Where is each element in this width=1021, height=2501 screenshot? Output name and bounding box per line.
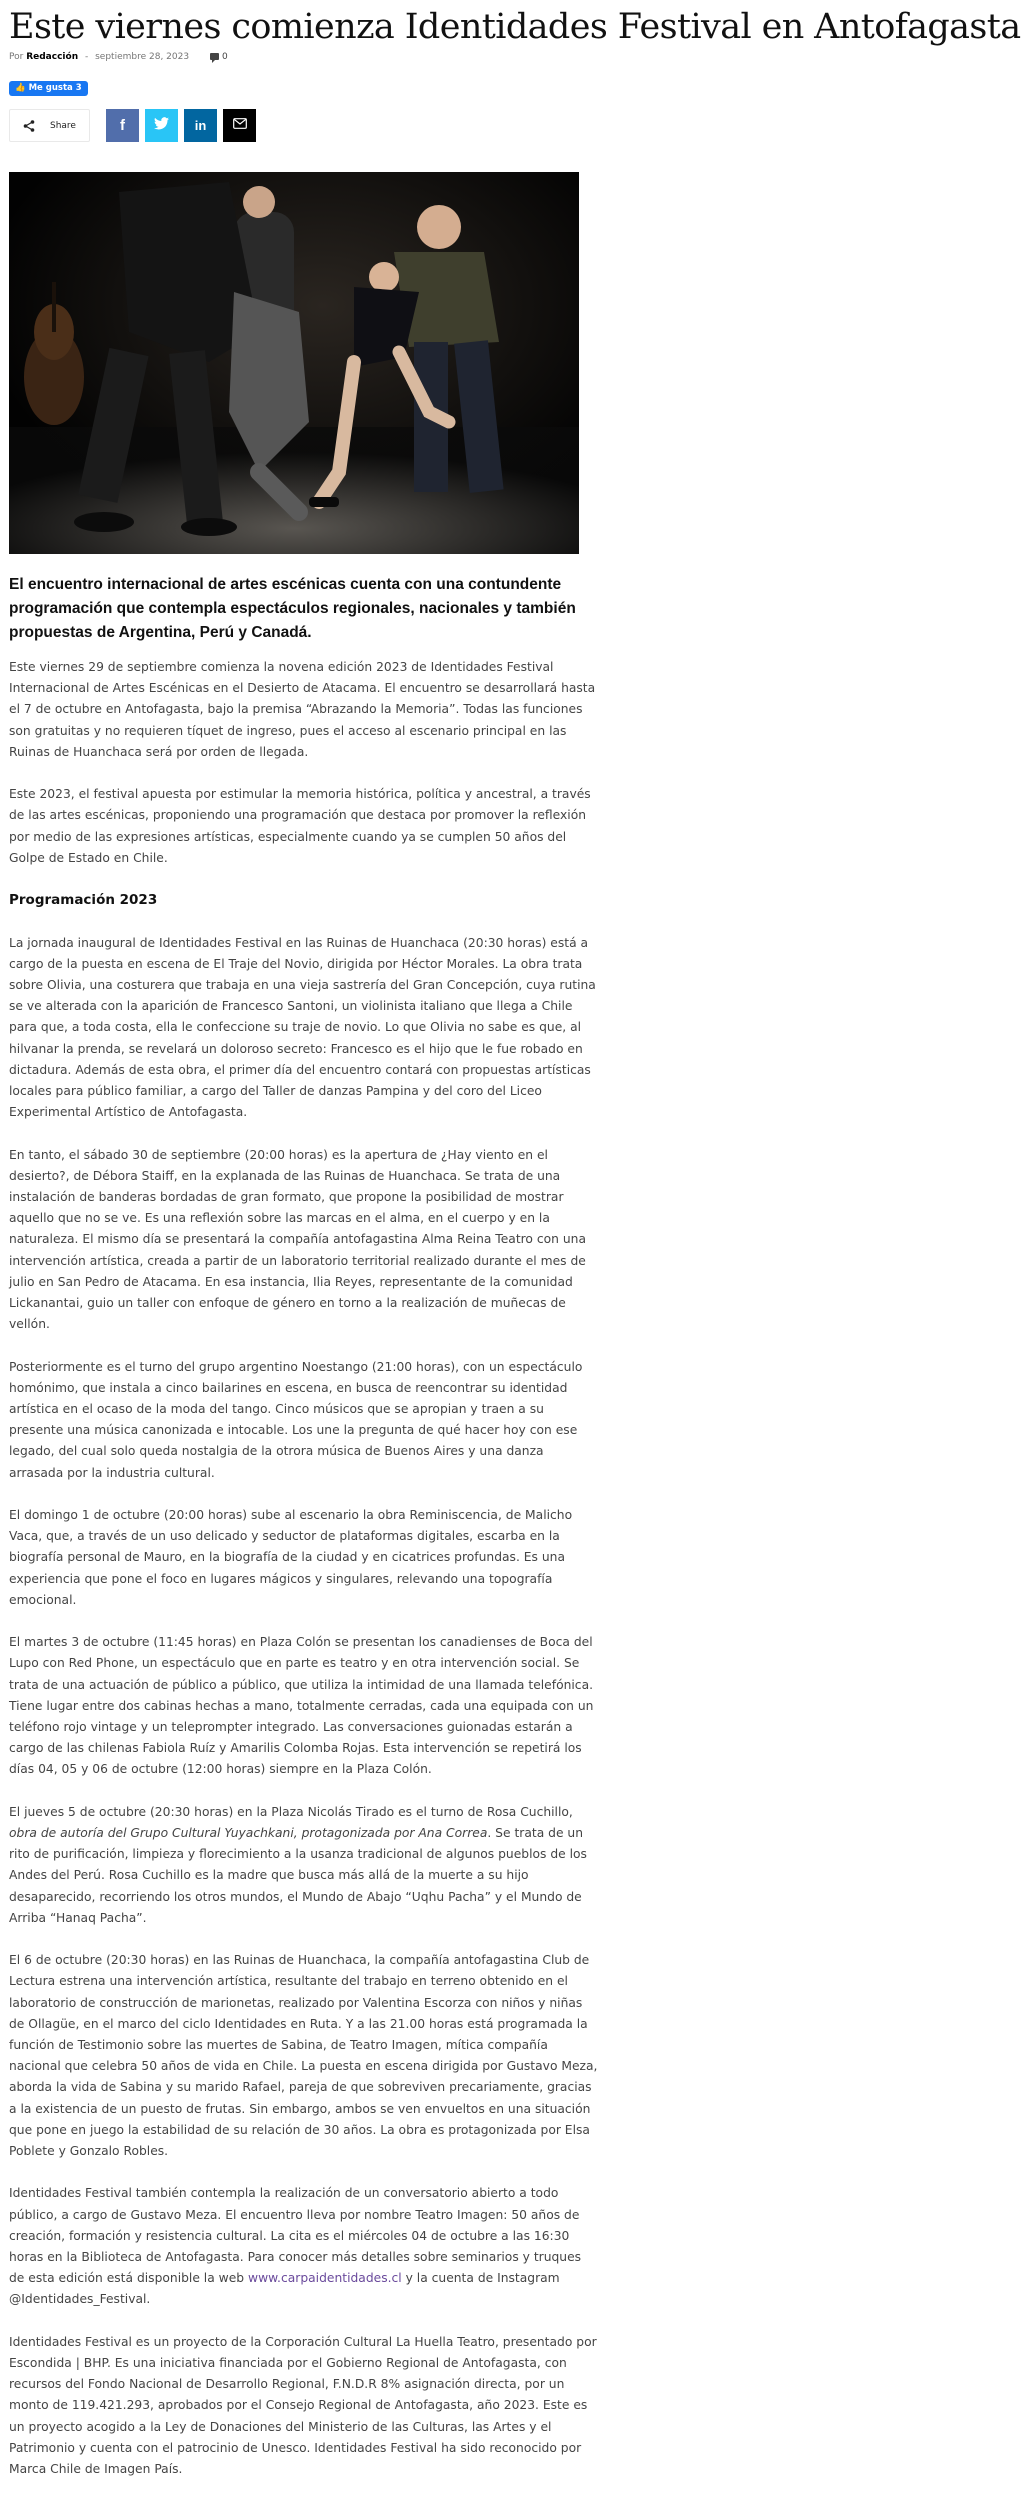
meta-separator: - bbox=[84, 52, 89, 62]
linkedin-share-button[interactable] bbox=[184, 109, 217, 142]
paragraph bbox=[9, 2183, 599, 2310]
featured-image bbox=[9, 172, 579, 554]
by-label: Por bbox=[9, 52, 24, 62]
article-meta bbox=[9, 52, 228, 62]
paragraph bbox=[9, 1802, 599, 1929]
comment-icon bbox=[210, 53, 219, 60]
italic-text: obra de autoría del Grupo Cultural Yuyachkani, protagonizada por Ana Correa bbox=[9, 1826, 488, 1841]
paragraph: En tanto, el sábado 30 de septiembre (20:00 horas) es la apertura de ¿Hay viento en el desierto?, de Débora Staiff, en la explanada de las Ruinas de Huanchaca. Se trata de una instalación de banderas bordadas de gran formato, que propone la posibilidad de mostrar aquello que no se ve. Es una reflexión sobre las marcas en el alma, en el cuerpo y en la naturaleza. El mismo día se presentará la compañía antofagastina Alma Reina Teatro con una intervención artística, creada a partir de un laboratorio territorial realizado durante el mes de julio en San Pedro de Atacama. En esa instancia, Ilia Reyes, representante de la comunidad Lickanantai, guio un taller con enfoque de género en torno a la realización de muñecas de vellón. bbox=[9, 1147, 586, 1332]
publish-date: septiembre 28, 2023 bbox=[95, 52, 190, 62]
paragraph: Este viernes 29 de septiembre comienza la novena edición 2023 de Identidades Festival Internacional de Artes Escénicas en el Desierto de Atacama. El encuentro se desarrollará hasta el 7 de octubre en Antofagasta, bajo la premisa “Abrazando la Memoria”. Todas las funciones son gratuitas y no requieren tíquet de ingreso, pues el acceso al escenario principal en las Ruinas de Huanchaca será por orden de llegada. bbox=[9, 660, 596, 759]
comments-count: 0 bbox=[221, 52, 228, 62]
dance-performance-photo bbox=[9, 172, 579, 554]
website-link[interactable]: www.carpaidentidades.cl bbox=[248, 2271, 402, 2286]
share-button[interactable] bbox=[9, 109, 90, 142]
twitter-icon bbox=[154, 117, 169, 134]
email-icon bbox=[233, 118, 247, 133]
text-run: El jueves 5 de octubre (20:30 horas) en la Plaza Nicolás Tirado es el turno de Rosa Cuchillo, bbox=[9, 1804, 573, 1819]
share-icon bbox=[23, 120, 35, 135]
paragraph: Posteriormente es el turno del grupo argentino Noestango (21:00 horas), con un espectáculo homónimo, que instala a cinco bailarines en escena, en busca de reencontrar su identidad artística en el ocaso de la moda del tango. Cinco músicos que se apropian y traen a su presente una música canonizada e intocable. Los une la pregunta de qué hacer hoy con ese legado, del cual solo queda nostalgia de la otrora música de Buenos Aires y una danza arrasada por la industria cultural. bbox=[9, 1359, 583, 1480]
text-run: Identidades Festival también contempla la realización de un conversatorio abierto a todo público, a cargo de Gustavo Meza. El encuentro lleva por nombre Teatro Imagen: 50 años de creación, formación y resistencia cultural. La cita es el miércoles 04 de octubre a las 16:30 horas en la Biblioteca de Antofagasta. Para conocer más detalles sobre seminarios y truques de esta edición está disponible la web bbox=[9, 2186, 582, 2286]
section-heading: Programación 2023 bbox=[9, 892, 158, 909]
article-lead: El encuentro internacional de artes escénicas cuenta con una contundente programación que contempla espectáculos regionales, nacionales y también propuestas de Argentina, Perú y Canadá. bbox=[9, 576, 576, 641]
comments-link[interactable] bbox=[210, 52, 228, 62]
paragraph: El martes 3 de octubre (11:45 horas) en Plaza Colón se presentan los canadienses de Boca del Lupo con Red Phone, un espectáculo que en parte es teatro y en otra intervención social. Se trata de una actuación de público a público, que utiliza la intimidad de una llamada telefónica. Tiene lugar entre dos cabinas hechas a mano, totalmente cerradas, cada una equipada con un teléfono rojo vintage y un teleprompter integrado. Las conversaciones guionadas estarán a cargo de las chilenas Fabiola Ruíz y Amarilis Colomba Rojas. Esta intervención se repetirá los días 04, 05 y 06 de octubre (12:00 horas) siempre en la Plaza Colón. bbox=[9, 1635, 594, 1777]
paragraph: La jornada inaugural de Identidades Festival en las Ruinas de Huanchaca (20:30 horas) está a cargo de la puesta en escena de El Traje del Novio, dirigida por Héctor Morales. La obra trata sobre Olivia, una costurera que trabaja en una vieja sastrería del Gran Concepción, cuya rutina se ve alterada con la aparición de Francesco Santoni, un violinista italiano que llega a Chile para que, a toda costa, ella le confeccione su traje de novio. Lo que Olivia no sabe es que, al hilvanar la prenda, se revelará un doloroso secreto: Francesco es el hijo que le fue robado en dictadura. Además de esta obra, el primer día del encuentro contará con propuestas artísticas locales para público familiar, a cargo del Taller de danzas Pampina y del coro del Liceo Experimental Artístico de Antofagasta. bbox=[9, 935, 596, 1120]
linkedin-icon: in bbox=[194, 118, 207, 133]
paragraph: Este 2023, el festival apuesta por estimular la memoria histórica, política y ancestral, a través de las artes escénicas, proponiendo una programación que destaca por promover la reflexión por medio de las expresiones artísticas, especialmente cuando ya se cumplen 50 años del Golpe de Estado en Chile. bbox=[9, 787, 591, 865]
twitter-share-button[interactable] bbox=[145, 109, 178, 142]
paragraph: El 6 de octubre (20:30 horas) en las Ruinas de Huanchaca, la compañía antofagastina Club de Lectura estrena una intervención artística, resultante del trabajo en terreno obtenido en el laboratorio de construcción de marionetas, realizado por Valentina Escorza con niños y niñas de Ollagüe, en el marco del ciclo Identidades en Ruta. Y a las 21.00 horas está programada la función de Testimonio sobre las muertes de Sabina, de Teatro Imagen, mítica compañía nacional que celebra 50 años de vida en Chile. La puesta en escena dirigida por Gustavo Meza, aborda la vida de Sabina y su marido Rafael, pareja de que sobreviven precariamente, gracias a la existencia de un puesto de frutas. Sin embargo, ambos se ven envueltos en una situación que pone en juego la estabilidad de su relación de 30 años. La obra es protagonizada por Elsa Poblete y Gonzalo Robles. bbox=[9, 1953, 598, 2159]
like-label: Me gusta 3 bbox=[28, 83, 82, 93]
facebook-share-button[interactable] bbox=[106, 109, 139, 142]
text-run: . Se trata de un rito de purificación, limpieza y florecimiento a la usanza tradicional de algunos pueblos de los Andes del Perú. Rosa Cuchillo es la madre que busca más allá de la muerte a su hijo desaparecido, recorriendo los otros mundos, el Mundo de Abajo “Uqhu Pacha” y el Mundo de Arriba “Hanaq Pacha”. bbox=[9, 1826, 587, 1925]
paragraph: Identidades Festival es un proyecto de la Corporación Cultural La Huella Teatro, presentado por Escondida | BHP. Es una iniciativa financiada por el Gobierno Regional de Antofagasta, con recursos del Fondo Nacional de Desarrollo Regional, F.N.D.R 8% asignación directa, por un monto de 119.421.293, aprobados por el Consejo Regional de Antofagasta, año 2023. Este es un proyecto acogido a la Ley de Donaciones del Ministerio de las Culturas, las Artes y el Patrimonio y cuenta con el patrocinio de Unesco. Identidades Festival ha sido reconocido por Marca Chile de Imagen País. bbox=[9, 2334, 597, 2477]
article-body bbox=[9, 657, 599, 2501]
facebook-like-button[interactable] bbox=[9, 81, 88, 96]
paragraph: El domingo 1 de octubre (20:00 horas) sube al escenario la obra Reminiscencia, de Malicho Vaca, que, a través de un uso delicado y seductor de plataformas digitales, escarba en la biografía personal de Mauro, en la biografía de la ciudad y en cicatrices profundas. Es una experiencia que pone el foco en lugares mágicos y singulares, relevando una topografía emocional. bbox=[9, 1508, 573, 1607]
thumb-icon: 👍 bbox=[15, 83, 26, 93]
article-title: Este viernes comienza Identidades Festival en Antofagasta bbox=[9, 7, 1021, 47]
facebook-icon: f bbox=[120, 117, 125, 134]
email-share-button[interactable] bbox=[223, 109, 256, 142]
share-label: Share bbox=[50, 121, 76, 131]
text-run: y la cuenta de Instagram @Identidades_Festival. bbox=[9, 2271, 560, 2307]
author-link[interactable]: Redacción bbox=[26, 52, 79, 62]
